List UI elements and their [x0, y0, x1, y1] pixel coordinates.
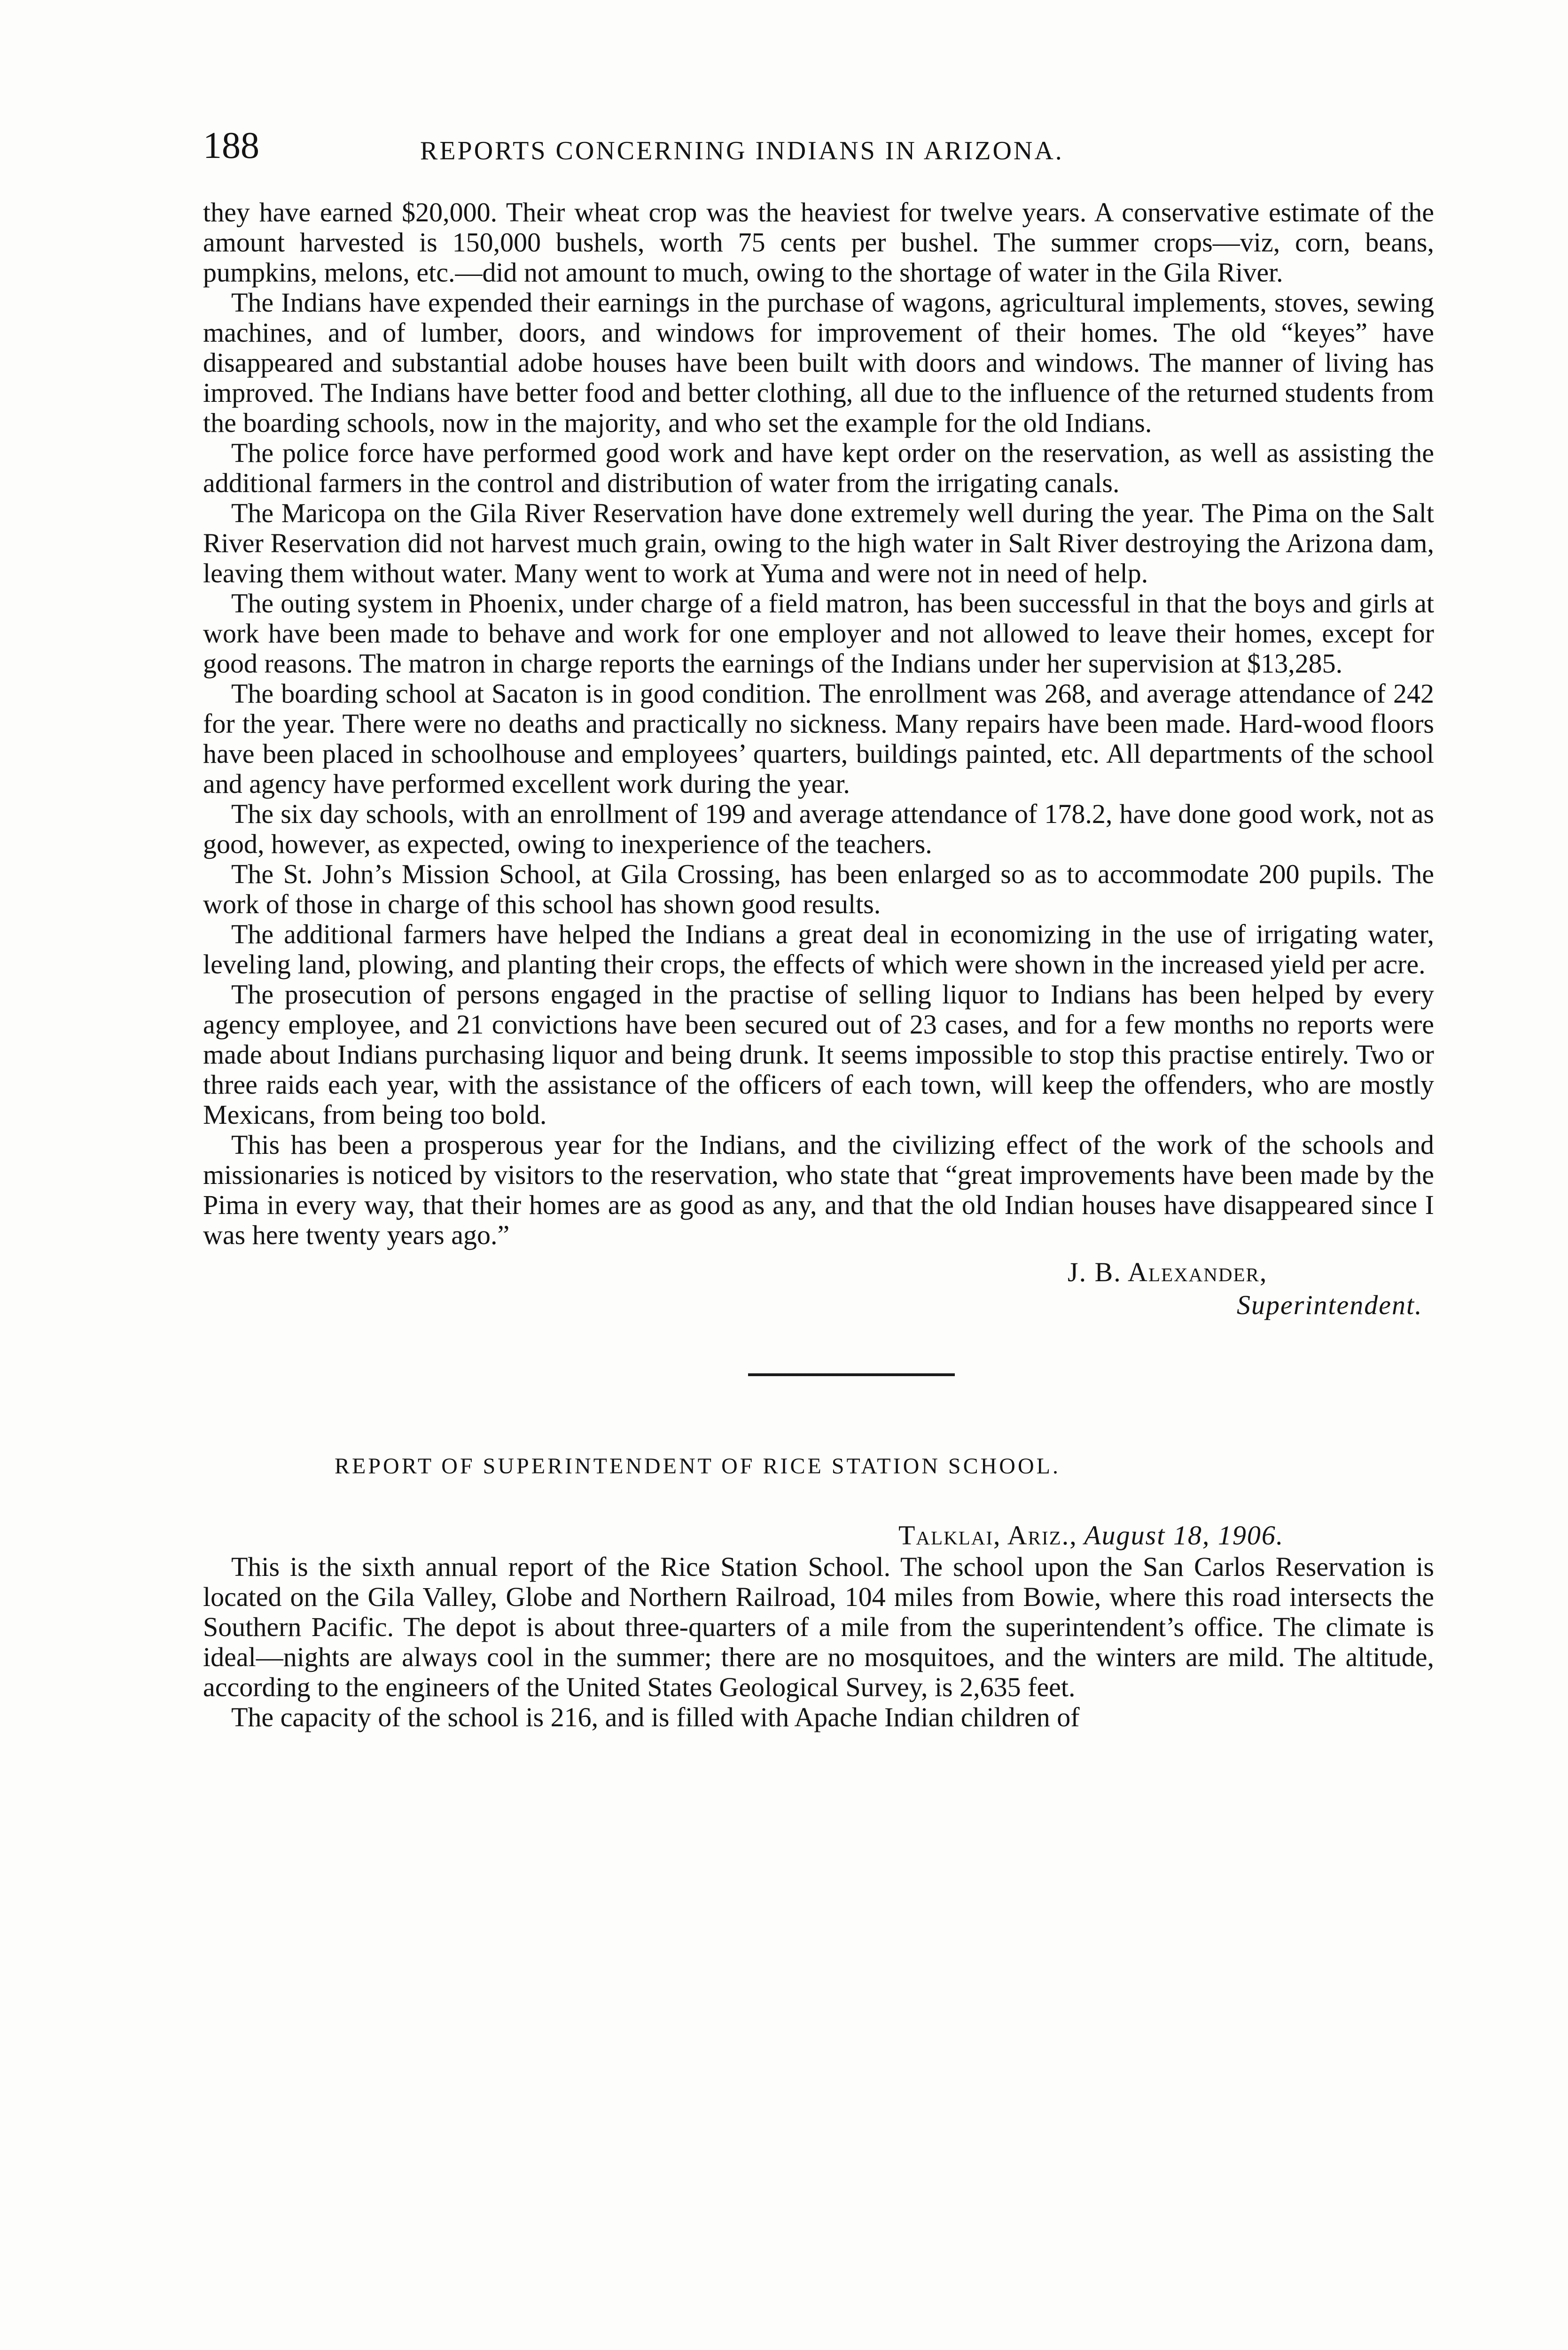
paragraph: The police force have performed good work and have kept order on the reservation, as well as assisting the additional farmers in the control and distribution of water from the irrigating canals.: [203, 438, 1434, 498]
paragraph: The St. John’s Mission School, at Gila Crossing, has been enlarged so as to accommodate 200 pupils. The work of those in charge of this school has shown good results.: [203, 859, 1434, 919]
signatory-name: J. B. Alexander,: [1068, 1257, 1268, 1287]
paragraph: The Indians have expended their earnings in the purchase of wagons, agricultural implements, stoves, sewing machines, and of lumber, doors, and windows for improvement of their homes. The old “keyes” have disappeared and substantial adobe houses have been built with doors and windows. The manner of living has improved. The Indians have better food and better clothing, all due to the influence of the returned students from the boarding schools, now in the majority, and who set the example for the old Indians.: [203, 287, 1434, 438]
page-number: 188: [203, 125, 259, 166]
page-header: [203, 122, 1237, 174]
paragraph: This has been a prosperous year for the Indians, and the civilizing effect of the work of the schools and missionaries is noticed by visitors to the reservation, who state that “great improvements have been made by the Pima in every way, that their homes are as good as any, and that the old Indian houses have disappeared since I was here twenty years ago.”: [203, 1129, 1434, 1250]
paragraph: The prosecution of persons engaged in the practise of selling liquor to Indians has been helped by every agency employee, and 21 convictions have been secured out of 23 cases, and for a few months no reports were made about Indians purchasing liquor and being drunk. It seems impossible to stop this practise entirely. Two or three raids each year, with the assistance of the officers of each town, will keep the offenders, who are mostly Mexicans, from being too bold.: [203, 979, 1434, 1130]
paragraph: The boarding school at Sacaton is in good condition. The enrollment was 268, and average attendance of 242 for the year. There were no deaths and practically no sickness. Many repairs have been made. Hard-wood floors have been placed in schoolhouse and employees’ quarters, buildings painted, etc. All departments of the school and agency have performed excellent work during the year.: [203, 678, 1434, 799]
paragraph: The Maricopa on the Gila River Reservation have done extremely well during the year. The Pima on the Salt River Reservation did not harvest much grain, owing to the high water in Salt River destroying the Arizona dam, leaving them without water. Many went to work at Yuma and were not in need of help.: [203, 498, 1434, 588]
section-divider: [748, 1373, 955, 1376]
dateline-date: August 18, 1906.: [1084, 1520, 1284, 1551]
running-head: REPORTS CONCERNING INDIANS IN ARIZONA.: [420, 136, 1064, 165]
signatory-title: Superintendent.: [1237, 1290, 1423, 1320]
paragraph-continues: The capacity of the school is 216, and is filled with Apache Indian children of: [231, 1702, 1080, 1732]
paragraph: The additional farmers have helped the Indians a great deal in economizing in the use of irrigating water, leveling land, plowing, and planting their crops, the effects of which were shown in the increased yield per acre.: [203, 919, 1434, 979]
dateline: [203, 1519, 1434, 1552]
paragraph: The outing system in Phoenix, under charge of a field matron, has been successful in that the boys and girls at work have been made to behave and work for one employer and not allowed to leave their homes, except for good reasons. The matron in charge reports the earnings of the Indians under her supervision at $13,285.: [203, 588, 1434, 679]
paragraph: This is the sixth annual report of the Rice Station School. The school upon the San Carlos Reservation is located on the Gila Valley, Globe and Northern Railroad, 104 miles from Bowie, where this road intersects the Southern Pacific. The depot is about three-quarters of a mile from the superintendent’s office. The climate is ideal—nights are always cool in the summer; there are no mosquitoes, and the winters are mild. The altitude, according to the engineers of the United States Geological Survey, is 2,635 feet.: [203, 1551, 1434, 1702]
signature-block: [203, 1256, 1434, 1322]
dateline-place: Talklai, Ariz.,: [898, 1520, 1077, 1551]
paragraph: The six day schools, with an enrollment of 199 and average attendance of 178.2, have done good work, not as good, however, as expected, owing to inexperience of the teachers.: [203, 799, 1434, 859]
page-body: [203, 197, 1434, 1732]
paragraph-continued: they have earned $20,000. Their wheat crop was the heaviest for twelve years. A conservative estimate of the amount harvested is 150,000 bushels, worth 75 cents per bushel. The summer crops—viz, corn, beans, pumpkins, melons, etc.—did not amount to much, owing to the shortage of water in the Gila River.: [203, 197, 1434, 288]
section-title: REPORT OF SUPERINTENDENT OF RICE STATION SCHOOL.: [335, 1454, 1061, 1479]
